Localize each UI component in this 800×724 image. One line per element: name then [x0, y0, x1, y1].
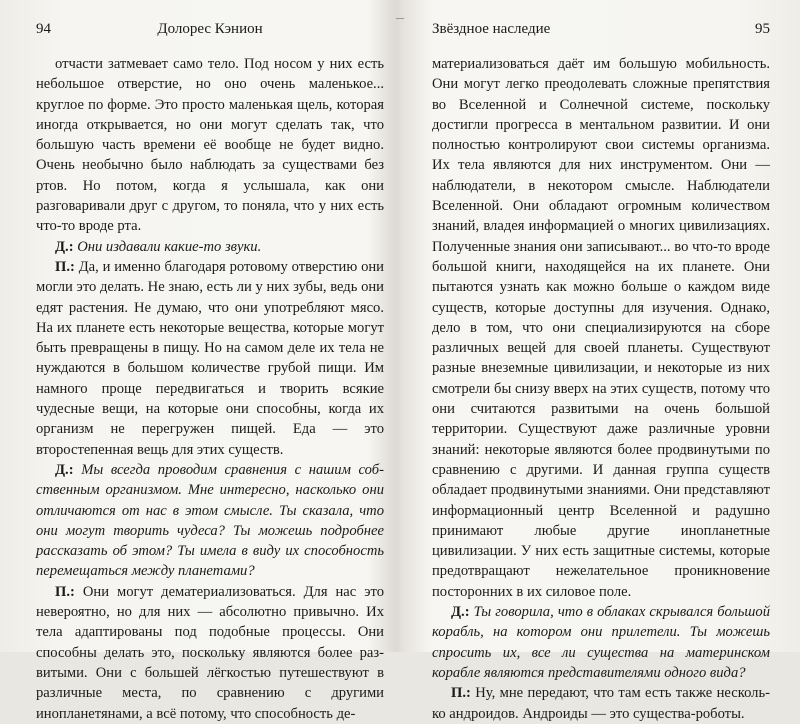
left-page-number: 94: [36, 21, 51, 37]
speaker-label: Д.:: [451, 604, 470, 621]
answer-paragraph: [36, 582, 384, 724]
question-paragraph: [432, 602, 770, 683]
question-text: Мы всегда проводим сравнения с нашим собственным организмом. Мне интересно, насколько они отличаются от нас в этом смысле. Ты сказала, что они могут творить чудеса? Ты можешь подробнее рассказать об этом? Ты имела в виду их способность перемещаться между планетами?: [36, 461, 384, 580]
right-body-text: [432, 54, 770, 724]
speaker-label: Д.:: [55, 461, 74, 478]
question-paragraph: [36, 237, 384, 257]
answer-paragraph: [432, 683, 770, 724]
speaker-label: П.:: [451, 685, 471, 702]
question-paragraph: [36, 460, 384, 582]
left-page: [0, 0, 400, 722]
left-running-head: [36, 18, 384, 40]
right-running-head: [432, 18, 770, 40]
right-running-title: Звёздное наследие: [432, 21, 551, 37]
answer-text: Ну, мне передают, что там есть также несколько андроидов. Андроиды — это существа-роботы.: [432, 685, 770, 722]
right-page: [400, 0, 800, 722]
left-body-text: [36, 54, 384, 724]
right-page-number: 95: [755, 21, 770, 37]
left-running-title: Долорес Кэнион: [157, 21, 263, 37]
speaker-label: Д.:: [55, 238, 74, 255]
answer-text: Да, и именно благодаря ротовому отверстию они могли это делать. Не знаю, есть ли у них зубы, ведь они едят растения. Не думаю, что они употребляют мясо. На их планете есть некоторые вещества, которые могут быть превращены в пищу. Но на самом деле их тела не нуждаются в большом количестве грубой пищи. Им намного проще передвигаться и творить всякие чудесные вещи, на которые они способны, когда их организм не перегружен пищей. Еда — это второстепенная вещь для этих существ.: [36, 258, 384, 458]
speaker-label: П.:: [55, 258, 75, 275]
answer-text: Они могут дематериализоваться. Для нас это невероятно, но для них — абсолютно привычно. Их тела адаптированы под подобные процессы. Они способны делать это, поскольку являются более развитыми. Они с большей лёгкостью путешествуют в различные места, по сравнению с другими инопланетянами, а всё потому, что способность де-: [36, 583, 384, 722]
speaker-label: П.:: [55, 583, 75, 600]
answer-paragraph: [36, 257, 384, 460]
paragraph: отчасти затмевает само тело. Под носом у них есть небольшое отверстие, но оно очень маленькое... круглое по форме. Это просто маленькая щель, которая иногда открывается, но они могут сделать так, что большую часть времени её вообще не будет видно. Очень необычно было наблюдать за существами без ртов. Но потом, когда я услышала, как они разговаривали друг с другом, то поняла, что у них есть что-то вроде рта.: [36, 56, 384, 235]
paragraph: материализоваться даёт им большую мобильность. Они могут легко преодолевать сложные препятствия во Вселенной и Солнечной системе, поскольку достигли прогресса в ментальном развитии. И они полностью контролируют свои системы организма. Их тела являются для них инструментом. Они — наблюдатели, в некотором смысле. Наблюдатели Вселенной. Они обладают огромным количеством знаний, владея информацией о многих цивилизациях. Полученные знания они записывают... во что-то вроде большой книги, находящейся на их планете. Они пытаются узнать как можно больше о каждом виде существ, которые доступны для изучения. Однако, дело в том, что они специализируются на сборе различных вещей для своей планеты. Существуют разные внеземные цивилизации, и некоторые из них смотрели бы снизу вверх на этих существ, потому что они считаются развитыми на очень большой территории. Существуют даже различные уровни знаний: некоторые являются более продвинутыми по сравнению с другими. И данная группа существ обладает продвинутыми знаниями. Они представляют информационный центр Вселенной и радушно принимают любые другие инопланетные цивилизации. У них есть защитные системы, которые предотвращают нежелательное проникновение посторонних в их силовое поле.: [432, 56, 770, 600]
question-text: Ты говорила, что в облаках скрывался большой корабль, на котором они прилетели. Ты можешь спросить их, все ли существа на материнском корабле являются представителями одного вида?: [432, 604, 770, 681]
question-text: Они издавали какие-то звуки.: [73, 238, 262, 255]
